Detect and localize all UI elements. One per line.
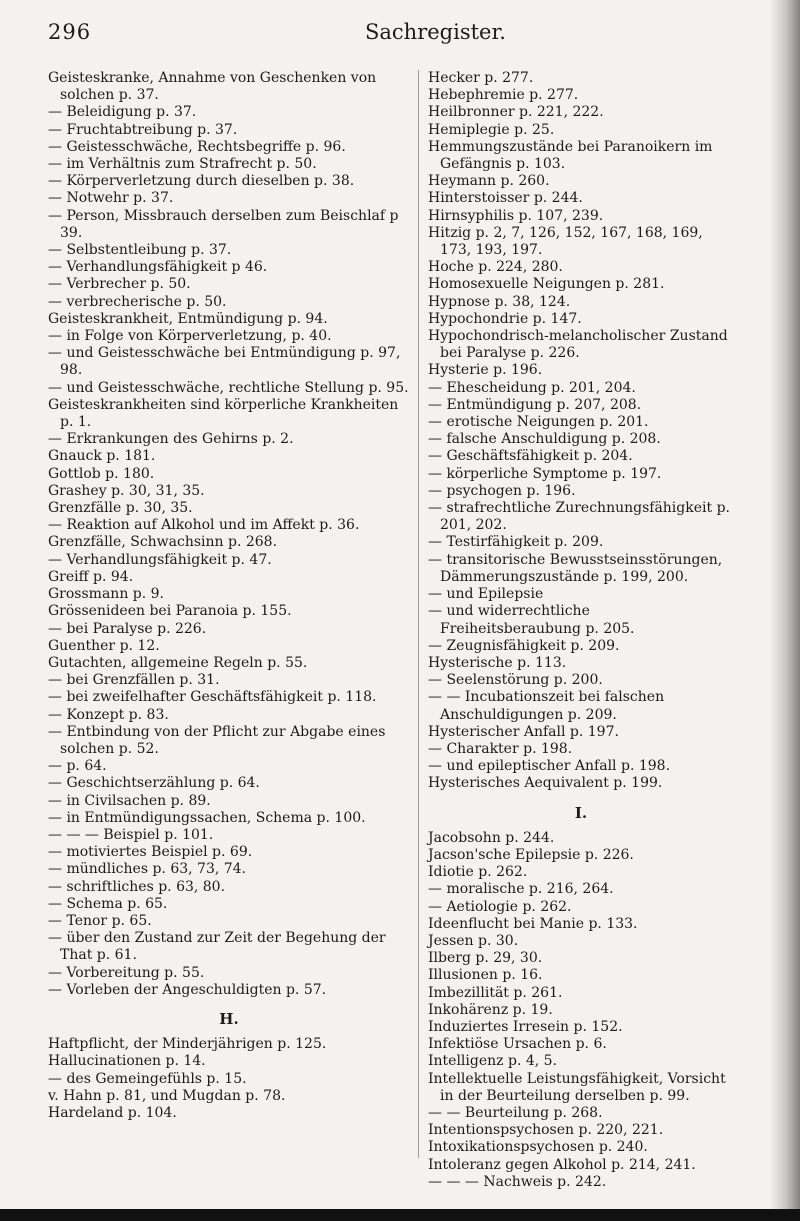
index-entry: Hysterisches Aequivalent p. 199.	[428, 775, 663, 792]
index-entry: Jacobsohn p. 244.	[428, 829, 555, 846]
index-entry: Idiotie p. 262.	[428, 864, 528, 881]
index-entry: Grossmann p. 9.	[48, 586, 164, 603]
index-entry: Hypochondrisch-melancholischer Zustand bei Paralyse p. 226.	[428, 328, 728, 362]
index-entry: Hinterstoisser p. 244.	[428, 190, 583, 207]
index-entry: — psychogen p. 196.	[428, 482, 576, 499]
index-entry: — — — Beispiel p. 101.	[48, 826, 214, 843]
index-entry: — bei Paralyse p. 226.	[48, 620, 207, 637]
index-entry: Greiff p. 94.	[48, 568, 134, 585]
index-entry: Hysterische p. 113.	[428, 654, 567, 671]
page-number: 296	[48, 20, 92, 44]
index-entry: — moralische p. 216, 264.	[428, 881, 614, 898]
index-entry: — Zeugnisfähigkeit p. 209.	[428, 637, 620, 654]
index-entry: — und Geistesschwäche, rechtliche Stellung p. 95.	[48, 379, 409, 396]
index-entry: — Selbstentleibung p. 37.	[48, 242, 232, 259]
index-entry: — Geistesschwäche, Rechtsbegriffe p. 96.	[48, 138, 346, 155]
index-entry: Gnauck p. 181.	[48, 448, 156, 465]
index-entry: — — Beurteilung p. 268.	[428, 1104, 603, 1121]
index-entry: Hysterischer Anfall p. 197.	[428, 723, 619, 740]
index-entry: Grenzfälle p. 30, 35.	[48, 500, 193, 517]
index-entry: Hemmungszustände bei Paranoikern im Gefängnis p. 103.	[428, 138, 713, 173]
index-entry: Hirnsyphilis p. 107, 239.	[428, 207, 604, 224]
running-head: Sachregister.	[365, 20, 506, 44]
index-entry: Hecker p. 277.	[428, 70, 534, 86]
index-entry: — Verbrecher p. 50.	[48, 276, 191, 293]
index-entry: — Reaktion auf Alkohol und im Affekt p. 36.	[48, 517, 360, 534]
index-entry: — Testirfähigkeit p. 209.	[428, 534, 604, 551]
index-entry: — schriftliches p. 63, 80.	[48, 878, 226, 895]
index-entry: Guenther p. 12.	[48, 637, 160, 654]
index-entry: Jessen p. 30.	[428, 932, 519, 949]
index-entry: — Charakter p. 198.	[428, 740, 573, 757]
index-entry: — und epileptischer Anfall p. 198.	[428, 758, 671, 775]
index-entry: — — — Nachweis p. 242.	[428, 1173, 607, 1190]
index-entry: — Geschäftsfähigkeit p. 204.	[428, 448, 633, 465]
page-header	[0, 20, 800, 54]
index-entry: Hitzig p. 2, 7, 126, 152, 167, 168, 169, 173, 193, 197.	[428, 224, 703, 259]
index-entry: — Vorleben der Angeschuldigten p. 57.	[48, 981, 327, 998]
index-entry: Gutachten, allgemeine Regeln p. 55.	[48, 654, 308, 671]
index-entry: Heymann p. 260.	[428, 173, 550, 190]
index-entry: — Aetiologie p. 262.	[428, 898, 572, 915]
index-entry: Intelligenz p. 4, 5.	[428, 1053, 558, 1070]
index-entry: — strafrechtliche Zurechnungsfähigkeit p. 201, 202.	[428, 500, 730, 534]
index-entry: — Verhandlungsfähigkeit p. 47.	[48, 551, 272, 568]
index-entry: — motiviertes Beispiel p. 69.	[48, 844, 253, 861]
index-entry: Hypochondrie p. 147.	[428, 310, 582, 327]
index-entry: — Entmündigung p. 207, 208.	[428, 396, 642, 413]
index-entry: Illusionen p. 16.	[428, 967, 543, 984]
index-entry: Hysterie p. 196.	[428, 362, 543, 379]
scan-bottom-border	[0, 1209, 800, 1221]
index-entry: — Konzept p. 83.	[48, 706, 169, 723]
index-entry: — bei zweifelhafter Geschäftsfähigkeit p. 118.	[48, 689, 377, 706]
index-entry: — Geschichtserzählung p. 64.	[48, 775, 260, 792]
index-entry: Ideenflucht bei Manie p. 133.	[428, 915, 638, 932]
index-entry: Hebephremie p. 277.	[428, 87, 579, 104]
index-entry: — und widerrechtliche Freiheitsberaubung p. 205.	[428, 603, 635, 637]
index-entry: — Verhandlungsfähigkeit p 46.	[48, 259, 268, 276]
index-entry: Hardeland p. 104.	[48, 1104, 177, 1121]
index-entry: Intentionspsychosen p. 220, 221.	[428, 1122, 664, 1139]
page-edge-shadow	[770, 0, 800, 1221]
index-entry: Intellektuelle Leistungsfähigkeit, Vorsicht in der Beurteilung derselben p. 99.	[428, 1070, 726, 1104]
index-entry: — Fruchtabtreibung p. 37.	[48, 121, 238, 138]
index-entry: Hallucinationen p. 14.	[48, 1053, 206, 1070]
section-heading: H.	[219, 1009, 239, 1028]
index-entry: — bei Grenzfällen p. 31.	[48, 672, 220, 689]
index-entry: — Person, Missbrauch derselben zum Beischlaf p 39.	[48, 207, 399, 241]
index-entry: Induziertes Irresein p. 152.	[428, 1018, 623, 1035]
index-entry: — verbrecherische p. 50.	[48, 293, 227, 310]
index-entry: — Notwehr p. 37.	[48, 190, 174, 207]
index-entry: — des Gemeingefühls p. 15.	[48, 1070, 247, 1087]
index-entry: Inkohärenz p. 19.	[428, 1001, 553, 1018]
index-entry: — über den Zustand zur Zeit der Begehung der That p. 61.	[48, 930, 386, 964]
section-heading: I.	[574, 803, 588, 822]
index-entry: — falsche Anschuldigung p. 208.	[428, 431, 661, 448]
index-entry: Intoxikationspsychosen p. 240.	[428, 1139, 648, 1156]
index-entry: — Körperverletzung durch dieselben p. 38.	[48, 173, 355, 190]
index-entry: — in Folge von Körperverletzung, p. 40.	[48, 328, 332, 345]
index-entry: — in Entmündigungssachen, Schema p. 100.	[48, 809, 366, 826]
index-entry: — im Verhältnis zum Strafrecht p. 50.	[48, 156, 317, 173]
index-entry: — Tenor p. 65.	[48, 912, 152, 929]
index-entry: Geisteskrankheit, Entmündigung p. 94.	[48, 310, 328, 327]
index-entry: — und Epilepsie	[428, 586, 544, 603]
index-entry: Haftpflicht, der Minderjährigen p. 125.	[48, 1036, 327, 1053]
index-entry: — mündliches p. 63, 73, 74.	[48, 861, 247, 878]
index-entry: Heilbronner p. 221, 222.	[428, 104, 604, 121]
index-entry: — Seelenstörung p. 200.	[428, 672, 603, 689]
index-entry: — in Civilsachen p. 89.	[48, 792, 211, 809]
index-entry: Jacson'sche Epilepsie p. 226.	[428, 846, 634, 863]
index-entry: Gottlob p. 180.	[48, 465, 155, 482]
index-entry: — Vorbereitung p. 55.	[48, 964, 205, 981]
index-entry: Homosexuelle Neigungen p. 281.	[428, 276, 665, 293]
index-entry: — Entbindung von der Pflicht zur Abgabe eines solchen p. 52.	[48, 723, 386, 757]
index-entry: Geisteskrankheiten sind körperliche Krankheiten p. 1.	[48, 396, 399, 431]
index-entry: — — Incubationszeit bei falschen Anschuldigungen p. 209.	[428, 689, 665, 723]
index-entry: Hypnose p. 38, 124.	[428, 293, 571, 310]
index-entry: — p. 64.	[48, 758, 107, 775]
index-entry: Grashey p. 30, 31, 35.	[48, 482, 205, 499]
index-entry: — Beleidigung p. 37.	[48, 104, 197, 121]
index-entry: Grenzfälle, Schwachsinn p. 268.	[48, 534, 278, 551]
index-entry: Geisteskranke, Annahme von Geschenken von solchen p. 37.	[48, 70, 377, 104]
column-divider	[418, 70, 419, 1158]
index-entry: — erotische Neigungen p. 201.	[428, 414, 649, 431]
index-entry: Intoleranz gegen Alkohol p. 214, 241.	[428, 1156, 696, 1173]
index-entry: Grössenideen bei Paranoia p. 155.	[48, 603, 292, 620]
index-entry: — Schema p. 65.	[48, 895, 168, 912]
index-entry: Hemiplegie p. 25.	[428, 121, 555, 138]
index-entry: v. Hahn p. 81, und Mugdan p. 78.	[48, 1087, 286, 1104]
index-column-left	[48, 70, 410, 1122]
index-entry: — körperliche Symptome p. 197.	[428, 465, 662, 482]
index-entry: Hoche p. 224, 280.	[428, 259, 563, 276]
index-entry: Infektiöse Ursachen p. 6.	[428, 1036, 607, 1053]
index-entry: — und Geistesschwäche bei Entmündigung p. 97, 98.	[48, 345, 401, 379]
index-entry: — Ehescheidung p. 201, 204.	[428, 379, 636, 396]
index-entry: — transitorische Bewusstseinsstörungen, Dämmerungszustände p. 199, 200.	[428, 551, 723, 585]
index-column-right	[428, 70, 734, 1191]
index-entry: — Erkrankungen des Gehirns p. 2.	[48, 431, 294, 448]
index-entry: Ilberg p. 29, 30.	[428, 950, 543, 967]
index-entry: Imbezillität p. 261.	[428, 984, 563, 1001]
